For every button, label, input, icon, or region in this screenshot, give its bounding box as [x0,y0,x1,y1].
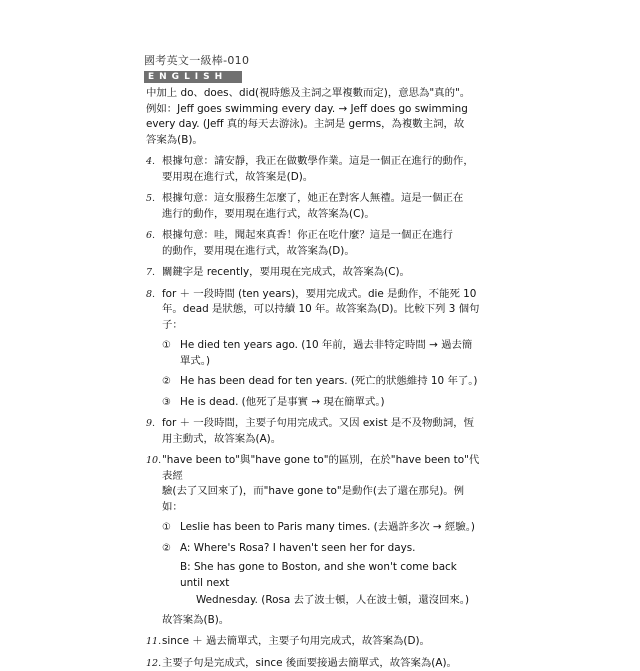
example-line: Leslie has been to Paris many times. (去過許多次 → 經驗。) [180,520,480,536]
item-line: 根據句意：請安靜，我正在做數學作業。這是一個正在進行的動作， [162,154,480,170]
example-10-1 [146,520,480,536]
item-number: 12. [146,656,161,671]
dialogue-line-a [180,541,480,557]
example-8-1 [146,338,480,369]
item-line: for ＋ 一段時間 (ten years)，要用完成式。die 是動作，不能死 10 [162,287,480,303]
circled-number: ③ [162,395,171,411]
item-number: 8. [146,287,155,303]
item-line: 根據句意：哇，聞起來真香！你正在吃什麼？這是一個正在進行 [162,228,480,244]
circled-number: ② [162,374,171,390]
dialogue-text: She has gone to Boston, and she won't come back until next [180,561,457,589]
intro-line: 例如：Jeff goes swimming every day. → Jeff does go swimming [146,102,480,118]
dialogue-line-b [180,560,480,591]
answer-item-9 [146,416,480,447]
answer-item-10 [146,453,480,515]
item-number: 6. [146,228,155,244]
example-10-2-b [146,560,480,609]
english-banner: ENGLISH [144,71,242,83]
example-line: He died ten years ago. (10 年前，過去非特定時間 → 過去簡 [180,338,480,354]
example-line: He is dead. (他死了是事實 → 現在簡單式。) [180,395,480,411]
item-number: 10. [146,453,161,469]
item-number: 9. [146,416,155,432]
speaker-label: B: [180,561,191,573]
intro-paragraph [146,86,480,148]
item-line: 的動作，要用現在進行式，故答案為(D)。 [162,244,480,260]
answer-item-12 [146,656,480,671]
item-line: "have been to"與"have gone to"的區別，在於"have been to"代表經 [162,453,480,484]
circled-number: ② [162,541,171,557]
item-line: 用主動式，故答案為(A)。 [162,432,480,448]
dialogue-continuation: Wednesday. (Rosa 去了波士頓，人在波士頓，還沒回來。) [180,593,480,609]
book-title: 國考英文一級棒-010 [144,52,484,68]
answer-item-7 [146,265,480,281]
item-number: 11. [146,634,161,650]
answer-item-11 [146,634,480,650]
example-8-3 [146,395,480,411]
example-10-2 [146,541,480,557]
intro-line: 中加上 do、does、did(視時態及主詞之單複數而定)，意思為"真的"。 [146,86,480,102]
example-line: He has been dead for ten years. (死亡的狀態維持 10 年了。) [180,374,480,390]
item-line: 關鍵字是 recently，要用現在完成式，故答案為(C)。 [162,265,480,281]
item-10-answer: 故答案為(B)。 [146,613,480,629]
item-line: 要用現在進行式，故答案是(D)。 [162,170,480,186]
item-number: 5. [146,191,155,207]
item-line: 進行的動作，要用現在進行式，故答案為(C)。 [162,207,480,223]
dialogue-text: Where's Rosa? I haven't seen her for days. [194,542,416,554]
item-line: 主要子句是完成式，since 後面要接過去簡單式，故答案為(A)。 [162,656,480,671]
item-number: 7. [146,265,155,281]
item-line: since ＋ 過去簡單式，主要子句用完成式，故答案為(D)。 [162,634,480,650]
circled-number: ① [162,520,171,536]
item-line: 子： [162,318,480,334]
intro-line: every day. (Jeff 真的每天去游泳)。主詞是 germs，為複數主詞，故 [146,117,480,133]
speaker-label: A: [180,542,190,554]
answer-item-6 [146,228,480,259]
answer-item-4 [146,154,480,185]
item-number: 4. [146,154,155,170]
page-header [144,52,484,83]
item-line: 驗(去了又回來了)，而"have gone to"是動作(去了還在那兒)。例如： [162,484,480,515]
intro-line: 答案為(B)。 [146,133,480,149]
example-8-2 [146,374,480,390]
example-line: 單式。) [180,354,480,370]
answer-item-8 [146,287,480,334]
item-line: for ＋ 一段時間，主要子句用完成式。又因 exist 是不及物動詞，恆 [162,416,480,432]
answer-item-5 [146,191,480,222]
circled-number: ① [162,338,171,354]
item-line: 年。dead 是狀態，可以持續 10 年。故答案為(D)。比較下列 3 個句 [162,302,480,318]
explanation-content [146,86,480,671]
item-line: 根據句意：這女服務生怎麼了，她正在對客人無禮。這是一個正在 [162,191,480,207]
